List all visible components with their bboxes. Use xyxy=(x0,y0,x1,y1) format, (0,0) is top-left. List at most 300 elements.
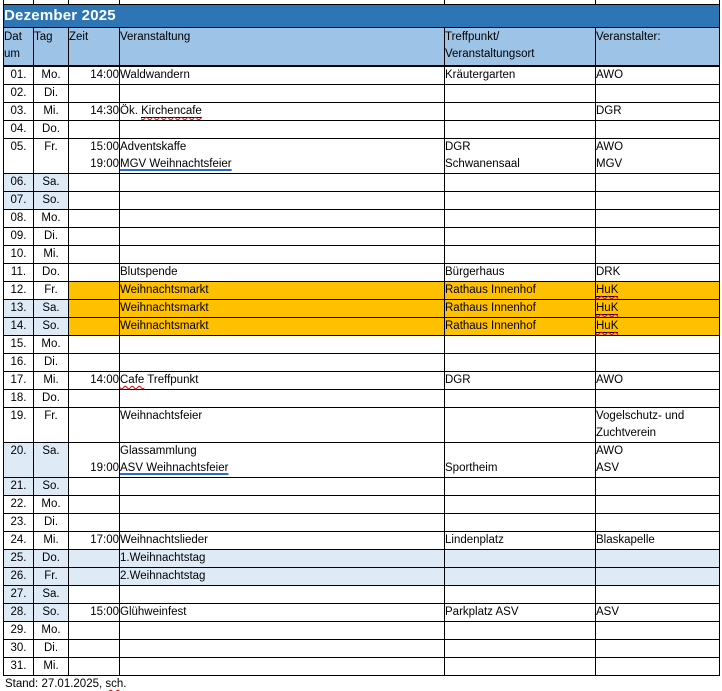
cell-day xyxy=(34,568,69,586)
cell-time xyxy=(69,210,120,228)
cell-organizer xyxy=(596,550,720,568)
cell-day xyxy=(34,478,69,496)
cell-line xyxy=(69,658,119,675)
table-row xyxy=(4,300,720,318)
cell-line xyxy=(34,336,68,353)
cell-line xyxy=(34,622,68,639)
cell-line xyxy=(34,496,68,513)
text-segment: Weihnachtsfeier xyxy=(120,410,203,422)
table-row xyxy=(4,658,720,676)
cell-venue xyxy=(445,408,596,443)
text-segment: Weihnachtsmarkt xyxy=(120,284,209,296)
text-segment: 24. xyxy=(10,534,27,546)
text-segment: ASV Weihnachtsfeier xyxy=(120,462,229,474)
cell-day xyxy=(34,174,69,192)
cell-organizer xyxy=(596,532,720,550)
cell-line xyxy=(445,174,595,191)
cell-line xyxy=(596,640,719,657)
text-segment: AWO xyxy=(596,69,624,81)
cell-line xyxy=(596,658,719,675)
text-segment: Adventskaffe xyxy=(120,141,187,153)
cell-line xyxy=(120,264,444,281)
column-header-time: Zeit xyxy=(69,28,120,67)
text-segment: Mi. xyxy=(43,105,59,117)
text-segment: 17. xyxy=(10,374,27,386)
cell-day xyxy=(34,586,69,604)
text-segment: 25. xyxy=(10,552,27,564)
cell-line xyxy=(120,318,444,335)
cell-line xyxy=(120,246,444,263)
text-segment: Sa. xyxy=(42,176,60,188)
text-segment: 20. xyxy=(10,445,27,457)
cell-day xyxy=(34,300,69,318)
cell-day xyxy=(34,85,69,103)
cell-line xyxy=(596,246,719,263)
cell-line xyxy=(596,156,719,173)
cell-time xyxy=(69,496,120,514)
cell-line xyxy=(34,568,68,585)
cell-time xyxy=(69,282,120,300)
cell-line xyxy=(120,67,444,84)
cell-line xyxy=(120,408,444,425)
cell-organizer xyxy=(596,586,720,604)
cell-line xyxy=(69,318,119,335)
cell-line xyxy=(596,532,719,549)
cell-event xyxy=(120,496,445,514)
cell-event xyxy=(120,210,445,228)
cell-organizer xyxy=(596,372,720,390)
text-segment: 19. xyxy=(10,410,27,422)
cell-event xyxy=(120,354,445,372)
cell-event xyxy=(120,121,445,139)
cell-line xyxy=(4,408,33,425)
cell-line xyxy=(4,192,33,209)
cell-line xyxy=(120,478,444,495)
cell-line xyxy=(120,174,444,191)
cell-event xyxy=(120,604,445,622)
text-segment: Sa. xyxy=(42,302,60,314)
cell-venue xyxy=(445,604,596,622)
text-segment: 14:00 xyxy=(90,69,119,81)
cell-line xyxy=(596,478,719,495)
cell-line xyxy=(445,282,595,299)
cell-line xyxy=(120,568,444,585)
cell-line xyxy=(34,372,68,389)
cell-line xyxy=(69,532,119,549)
text-segment: Mo. xyxy=(41,69,61,81)
cell-date xyxy=(4,192,34,210)
text-segment: Fr. xyxy=(44,410,58,422)
cell-time xyxy=(69,443,120,478)
cell-event xyxy=(120,658,445,676)
cell-day xyxy=(34,550,69,568)
text-segment: Sa. xyxy=(42,588,60,600)
cell-line xyxy=(34,532,68,549)
text-segment: So. xyxy=(42,480,60,492)
cell-line xyxy=(4,443,33,460)
cell-line xyxy=(120,121,444,138)
table-row xyxy=(4,318,720,336)
text-segment: 17:00 xyxy=(90,534,119,546)
text-segment: Fr. xyxy=(44,570,58,582)
cell-organizer xyxy=(596,336,720,354)
cell-line xyxy=(445,640,595,657)
cell-day xyxy=(34,443,69,478)
cell-line xyxy=(34,604,68,621)
cell-time xyxy=(69,390,120,408)
table-row xyxy=(4,264,720,282)
cell-venue xyxy=(445,85,596,103)
cell-day xyxy=(34,318,69,336)
cell-line xyxy=(69,228,119,245)
table-row xyxy=(4,336,720,354)
cell-line xyxy=(4,103,33,120)
cell-day xyxy=(34,390,69,408)
cell-line xyxy=(4,67,33,84)
table-row xyxy=(4,139,720,174)
cell-time xyxy=(69,336,120,354)
cell-organizer xyxy=(596,478,720,496)
cell-line xyxy=(596,139,719,156)
cell-event xyxy=(120,622,445,640)
text-segment: Di. xyxy=(43,356,59,368)
text-segment: Kräutergarten xyxy=(445,69,516,81)
text-segment: Vogelschutz- und Zuchtverein xyxy=(596,410,685,439)
cell-time xyxy=(69,604,120,622)
cell-line xyxy=(445,658,595,675)
cell-line xyxy=(34,300,68,317)
text-segment: 21. xyxy=(10,480,27,492)
cell-organizer xyxy=(596,228,720,246)
cell-day xyxy=(34,658,69,676)
table-row xyxy=(4,604,720,622)
cell-line xyxy=(596,568,719,585)
text-segment: 18. xyxy=(10,392,27,404)
cell-event xyxy=(120,318,445,336)
text-segment: HuK xyxy=(596,284,619,296)
cell-line xyxy=(4,300,33,317)
text-segment: Lindenplatz xyxy=(445,534,504,546)
text-segment: Mi. xyxy=(43,534,59,546)
text-segment: Sa. xyxy=(42,445,60,457)
month-title: Dezember 2025 xyxy=(4,5,720,28)
cell-line xyxy=(4,336,33,353)
cell-venue xyxy=(445,139,596,174)
cell-day xyxy=(34,228,69,246)
cell-date xyxy=(4,66,34,85)
cell-line xyxy=(69,210,119,227)
cell-line xyxy=(69,121,119,138)
cell-venue xyxy=(445,478,596,496)
cell-organizer xyxy=(596,658,720,676)
cell-organizer xyxy=(596,264,720,282)
calendar-table xyxy=(3,0,720,676)
cell-time xyxy=(69,532,120,550)
text-segment: Do. xyxy=(42,552,60,564)
cell-line xyxy=(34,121,68,138)
cell-date xyxy=(4,532,34,550)
cell-venue xyxy=(445,622,596,640)
text-segment: sch xyxy=(105,678,124,690)
cell-line xyxy=(4,514,33,531)
cell-date xyxy=(4,622,34,640)
cell-day xyxy=(34,192,69,210)
cell-line xyxy=(69,496,119,513)
text-segment: HuK xyxy=(596,302,619,314)
text-segment: Blaskapelle xyxy=(596,534,655,546)
text-segment: DGR xyxy=(596,105,622,117)
cell-time xyxy=(69,478,120,496)
table-row xyxy=(4,372,720,390)
text-segment: Kirchencafe xyxy=(141,105,202,117)
cell-line xyxy=(69,192,119,209)
cell-time xyxy=(69,85,120,103)
table-row xyxy=(4,550,720,568)
cell-line xyxy=(596,282,719,299)
cell-event xyxy=(120,246,445,264)
cell-event xyxy=(120,372,445,390)
cell-line xyxy=(596,300,719,317)
text-segment: MGV Weihnachtsfeier xyxy=(120,158,232,170)
cell-day xyxy=(34,604,69,622)
cell-line xyxy=(445,372,595,389)
cell-line xyxy=(4,121,33,138)
cell-organizer xyxy=(596,622,720,640)
cell-line xyxy=(4,354,33,371)
cell-line xyxy=(69,514,119,531)
text-segment: 08. xyxy=(10,212,27,224)
cell-line xyxy=(596,318,719,335)
cell-line xyxy=(596,228,719,245)
cell-line xyxy=(34,478,68,495)
cell-time xyxy=(69,568,120,586)
cell-line xyxy=(4,228,33,245)
cell-day xyxy=(34,103,69,121)
cell-line xyxy=(120,210,444,227)
text-segment: 28. xyxy=(10,606,27,618)
cell-line xyxy=(69,336,119,353)
text-segment: Mo. xyxy=(41,212,61,224)
cell-line xyxy=(120,139,444,156)
cell-line xyxy=(4,210,33,227)
cell-line xyxy=(69,300,119,317)
text-segment: Bürgerhaus xyxy=(445,266,505,278)
text-segment: DGR xyxy=(445,374,471,386)
cell-line xyxy=(69,354,119,371)
text-segment: DRK xyxy=(596,266,621,278)
text-segment: Mi. xyxy=(43,374,59,386)
cell-line xyxy=(4,586,33,603)
cell-organizer xyxy=(596,514,720,532)
cell-line xyxy=(445,550,595,567)
column-header-venue xyxy=(445,28,596,67)
table-row xyxy=(4,210,720,228)
cell-date xyxy=(4,408,34,443)
cell-venue xyxy=(445,336,596,354)
cell-time xyxy=(69,408,120,443)
cell-date xyxy=(4,282,34,300)
text-segment: 27. xyxy=(10,588,27,600)
cell-line xyxy=(34,282,68,299)
cell-date xyxy=(4,586,34,604)
cell-line xyxy=(445,300,595,317)
cell-line xyxy=(69,372,119,389)
text-segment: 23. xyxy=(10,516,27,528)
cell-line xyxy=(596,121,719,138)
calendar-body xyxy=(4,0,720,676)
text-segment: AWO xyxy=(596,141,624,153)
table-row xyxy=(4,390,720,408)
cell-date xyxy=(4,443,34,478)
cell-line xyxy=(34,139,68,156)
cell-venue xyxy=(445,210,596,228)
text-segment: Waldwandern xyxy=(120,69,190,81)
cell-line xyxy=(69,604,119,621)
cell-line xyxy=(445,264,595,281)
cell-organizer xyxy=(596,318,720,336)
text-segment: 2.Weihnachtstag xyxy=(120,570,206,582)
cell-day xyxy=(34,66,69,85)
text-segment: Mi. xyxy=(43,248,59,260)
text-segment: 14:00 xyxy=(90,374,119,386)
cell-event xyxy=(120,192,445,210)
table-row xyxy=(4,103,720,121)
cell-time xyxy=(69,622,120,640)
cell-line xyxy=(596,210,719,227)
cell-line xyxy=(4,390,33,407)
text-segment: Treffpunkt xyxy=(144,374,199,386)
cell-line xyxy=(69,568,119,585)
cell-date xyxy=(4,390,34,408)
cell-line xyxy=(445,586,595,603)
table-row xyxy=(4,514,720,532)
cell-line xyxy=(120,85,444,102)
cell-venue xyxy=(445,318,596,336)
text-segment: Rathaus Innenhof xyxy=(445,320,536,332)
cell-line xyxy=(445,532,595,549)
cell-line xyxy=(4,604,33,621)
cell-line xyxy=(596,264,719,281)
cell-line xyxy=(120,550,444,567)
text-segment: AWO xyxy=(596,445,624,457)
cell-venue xyxy=(445,103,596,121)
text-segment: 1.Weihnachtstag xyxy=(120,552,206,564)
cell-line xyxy=(445,604,595,621)
text-segment: Glassammlung xyxy=(120,445,197,457)
cell-time xyxy=(69,640,120,658)
cell-event xyxy=(120,640,445,658)
text-segment: 12. xyxy=(10,284,27,296)
cell-line xyxy=(120,103,444,120)
cell-line xyxy=(445,478,595,495)
cell-line xyxy=(34,658,68,675)
cell-line xyxy=(34,103,68,120)
cell-organizer xyxy=(596,192,720,210)
text-segment: Glühweinfest xyxy=(120,606,187,618)
cell-day xyxy=(34,496,69,514)
text-segment: Rathaus Innenhof xyxy=(445,302,536,314)
cell-organizer xyxy=(596,139,720,174)
table-row xyxy=(4,532,720,550)
cell-line xyxy=(34,210,68,227)
cell-line xyxy=(69,460,119,477)
cell-event xyxy=(120,550,445,568)
text-segment: DGR xyxy=(445,141,471,153)
cell-line xyxy=(69,408,119,425)
title-row xyxy=(4,5,720,28)
table-row xyxy=(4,121,720,139)
text-segment: Di. xyxy=(43,642,59,654)
cell-line xyxy=(596,390,719,407)
header-date-line1: Dat xyxy=(4,31,22,43)
cell-venue xyxy=(445,282,596,300)
cell-organizer xyxy=(596,300,720,318)
text-segment: 15:00 xyxy=(90,606,119,618)
text-segment: 04. xyxy=(10,123,27,135)
cell-line xyxy=(4,550,33,567)
cell-line xyxy=(445,246,595,263)
text-segment: 29. xyxy=(10,624,27,636)
cell-organizer xyxy=(596,246,720,264)
cell-line xyxy=(34,228,68,245)
column-header-day: Tag xyxy=(34,28,69,67)
cell-line xyxy=(596,496,719,513)
cell-line xyxy=(596,408,719,442)
cell-line xyxy=(120,282,444,299)
cell-organizer xyxy=(596,66,720,85)
cell-venue xyxy=(445,354,596,372)
cell-organizer xyxy=(596,210,720,228)
text-segment: 30. xyxy=(10,642,27,654)
cell-line xyxy=(596,174,719,191)
text-segment: 01. xyxy=(10,69,27,81)
cell-day xyxy=(34,354,69,372)
cell-date xyxy=(4,568,34,586)
cell-date xyxy=(4,514,34,532)
cell-date xyxy=(4,300,34,318)
cell-time xyxy=(69,139,120,174)
cell-date xyxy=(4,121,34,139)
cell-day xyxy=(34,532,69,550)
cell-venue xyxy=(445,66,596,85)
text-segment: So. xyxy=(42,320,60,332)
cell-event xyxy=(120,478,445,496)
cell-line xyxy=(445,354,595,371)
cell-venue xyxy=(445,532,596,550)
cell-organizer xyxy=(596,390,720,408)
cell-date xyxy=(4,372,34,390)
cell-date xyxy=(4,318,34,336)
cell-line xyxy=(445,210,595,227)
cell-line xyxy=(4,622,33,639)
cell-line xyxy=(69,478,119,495)
cell-venue xyxy=(445,550,596,568)
text-segment: 22. xyxy=(10,498,27,510)
cell-line xyxy=(445,443,595,460)
text-segment: 02. xyxy=(10,87,27,99)
cell-event xyxy=(120,66,445,85)
text-segment: Do. xyxy=(42,123,60,135)
cell-line xyxy=(120,372,444,389)
cell-line xyxy=(445,336,595,353)
cell-time xyxy=(69,550,120,568)
cell-event xyxy=(120,408,445,443)
cell-venue xyxy=(445,121,596,139)
text-segment: Do. xyxy=(42,392,60,404)
cell-venue xyxy=(445,174,596,192)
table-row xyxy=(4,640,720,658)
cell-date xyxy=(4,496,34,514)
